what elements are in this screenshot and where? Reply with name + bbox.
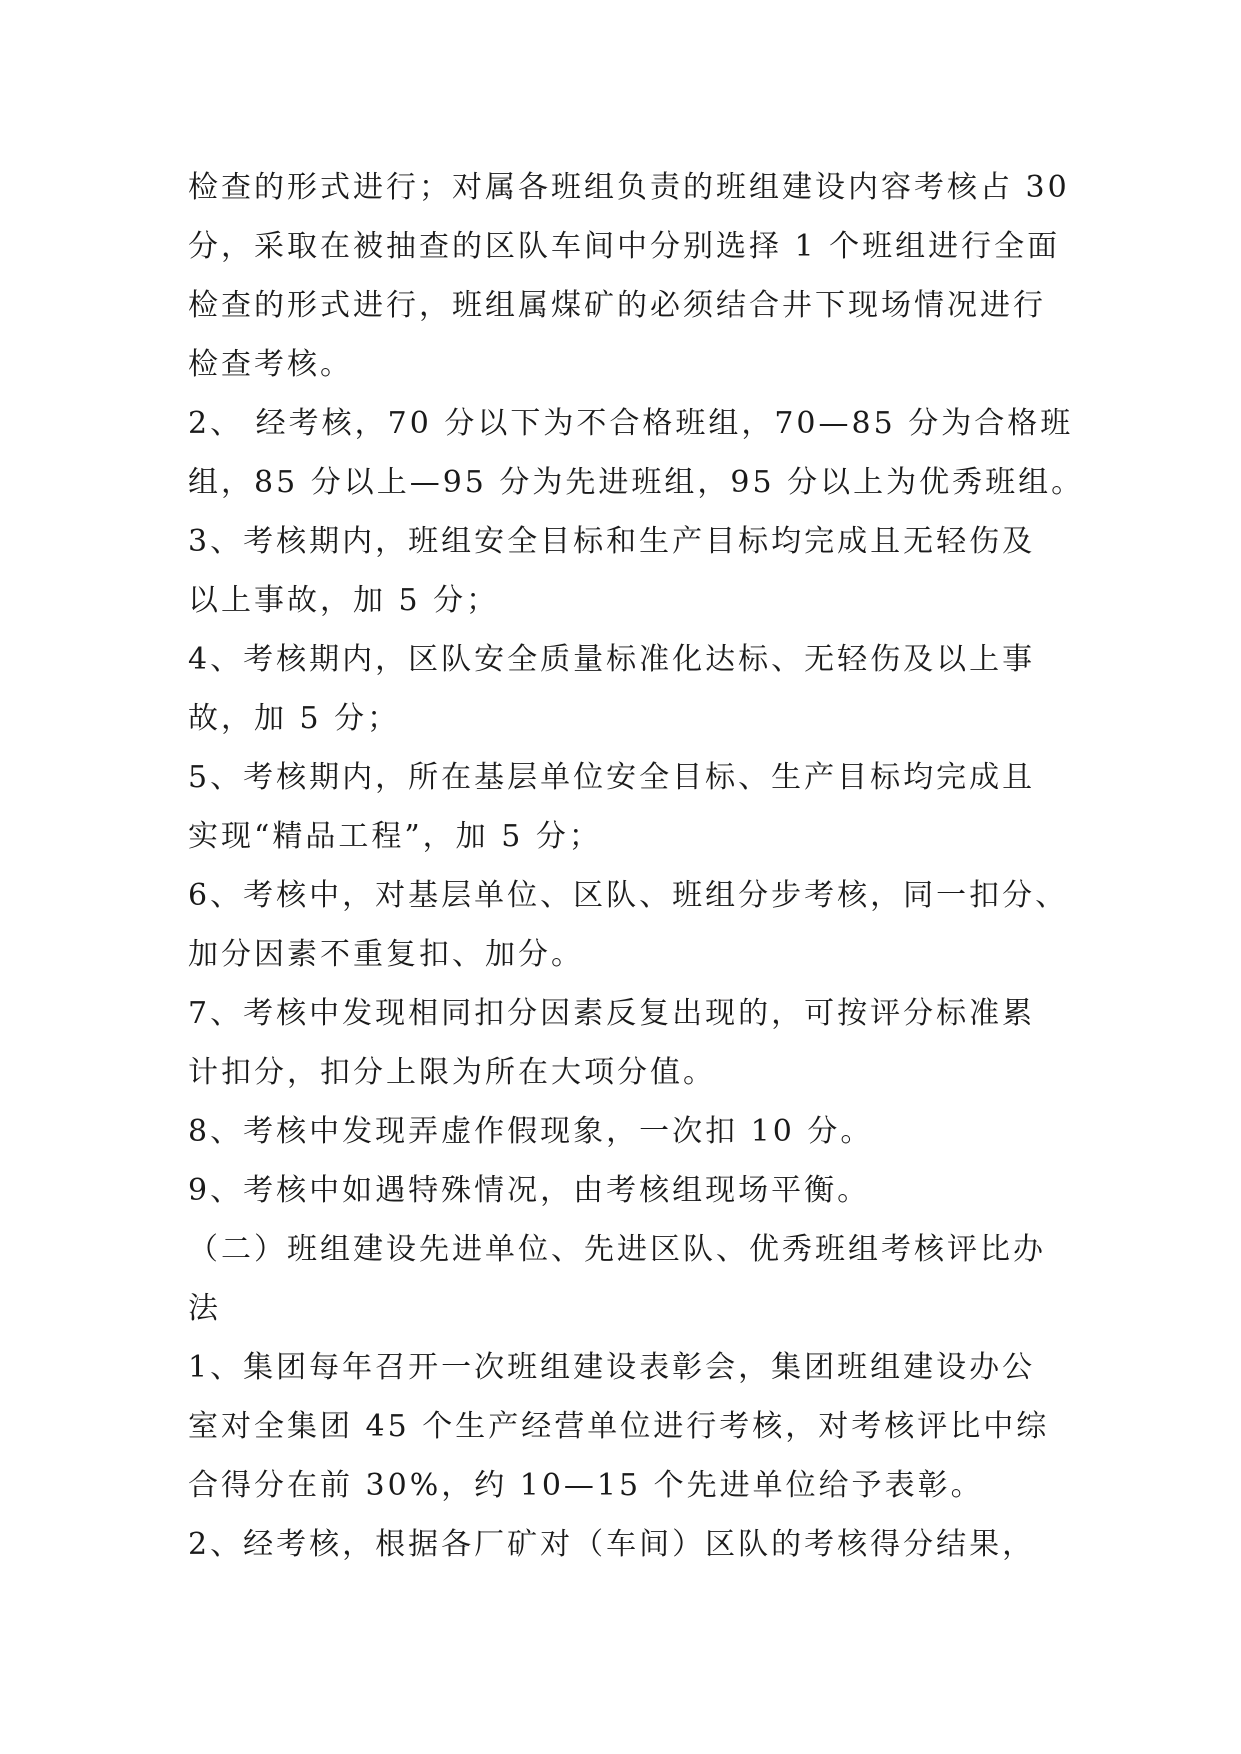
text-line: 故，加 5 分； xyxy=(188,701,401,736)
text-line: 1、集团每年召开一次班组建设表彰会，集团班组建设办公 xyxy=(188,1350,1036,1385)
text-line: 2、 经考核，70 分以下为不合格班组，70—85 分为合格班 xyxy=(188,406,1074,441)
document-body xyxy=(188,158,1088,1574)
text-line: 检查的形式进行，班组属煤矿的必须结合井下现场情况进行 xyxy=(188,288,1046,323)
text-line: 分，采取在被抽查的区队车间中分别选择 1 个班组进行全面 xyxy=(188,229,1061,264)
text-line: 5、考核期内，所在基层单位安全目标、生产目标均完成且 xyxy=(188,760,1036,795)
text-line: 检查的形式进行；对属各班组负责的班组建设内容考核占 30 xyxy=(188,170,1070,205)
text-line: 加分因素不重复扣、加分。 xyxy=(188,937,584,972)
text-line: 合得分在前 30%，约 10—15 个先进单位给予表彰。 xyxy=(188,1468,984,1503)
text-line: 8、考核中发现弄虚作假现象，一次扣 10 分。 xyxy=(188,1114,874,1149)
text-line: 组，85 分以上—95 分为先进班组，95 分以上为优秀班组。 xyxy=(188,465,1085,500)
text-line: 以上事故，加 5 分； xyxy=(188,583,500,618)
text-line: 3、考核期内，班组安全目标和生产目标均完成且无轻伤及 xyxy=(188,524,1036,559)
text-line: 实现“精品工程”，加 5 分； xyxy=(188,819,602,854)
text-line: 计扣分，扣分上限为所在大项分值。 xyxy=(188,1055,716,1090)
text-line: 4、考核期内，区队安全质量标准化达标、无轻伤及以上事 xyxy=(188,642,1036,677)
text-line: 7、考核中发现相同扣分因素反复出现的，可按评分标准累 xyxy=(188,996,1036,1031)
section-heading: （二）班组建设先进单位、先进区队、优秀班组考核评比办 xyxy=(188,1232,1046,1267)
text-line: 9、考核中如遇特殊情况，由考核组现场平衡。 xyxy=(188,1173,871,1208)
text-line: 6、考核中，对基层单位、区队、班组分步考核，同一扣分、 xyxy=(188,878,1069,913)
text-line: 检查考核。 xyxy=(188,347,353,382)
text-line: 室对全集团 45 个生产经营单位进行考核，对考核评比中综 xyxy=(188,1409,1050,1444)
section-heading-continued: 法 xyxy=(188,1291,221,1326)
text-line: 2、经考核，根据各厂矿对（车间）区队的考核得分结果， xyxy=(188,1527,1036,1562)
